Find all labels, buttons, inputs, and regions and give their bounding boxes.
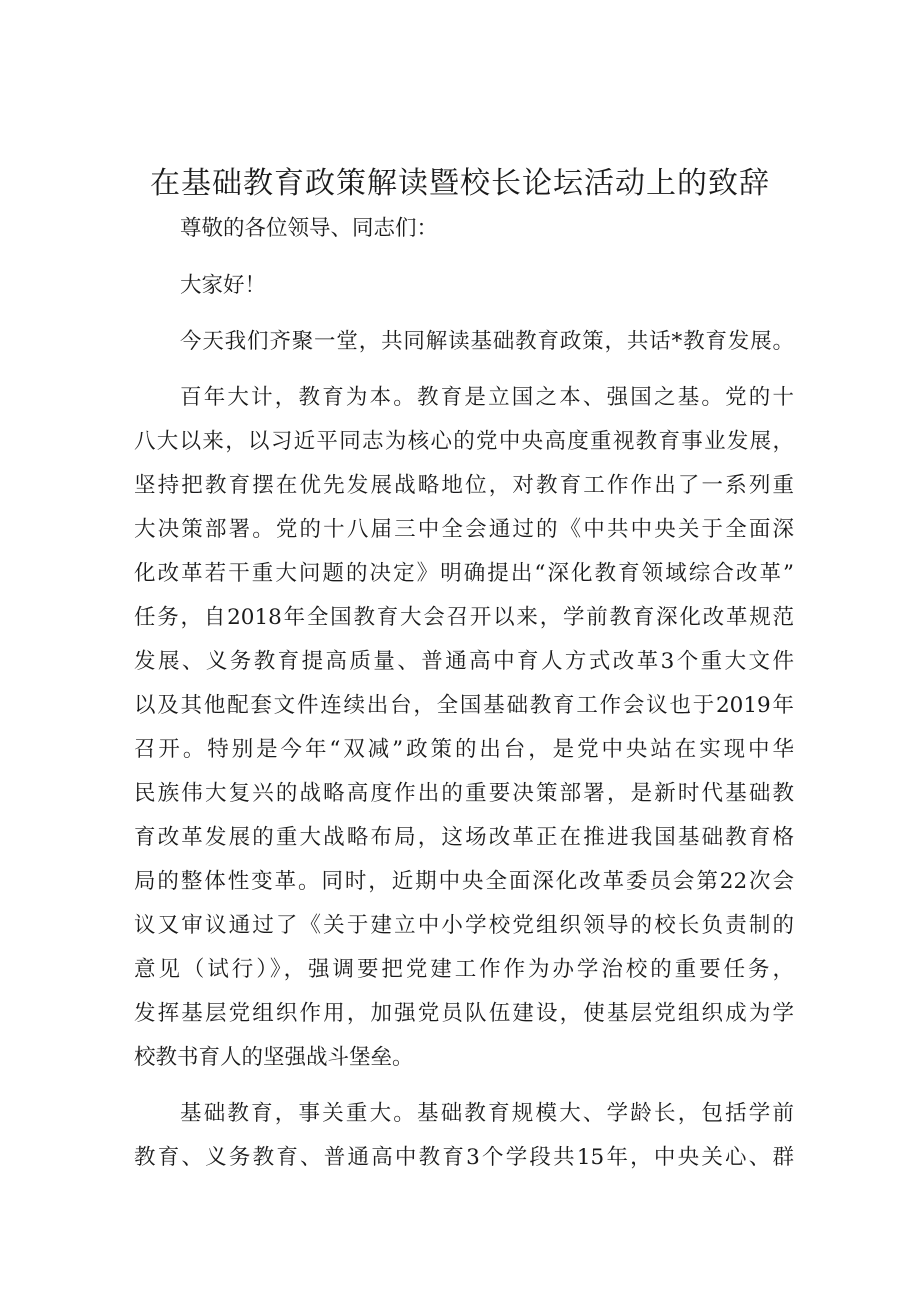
paragraph-line: 校教书育人的坚强战斗堡垒。	[134, 1045, 414, 1070]
paragraph-line: 八大以来，以习近平同志为核心的党中央高度重视教育事业发展，	[134, 429, 794, 454]
paragraph-line: 大决策部署。党的十八届三中全会通过的《中共中央关于全面深	[134, 517, 794, 542]
intro-paragraph: 今天我们齐聚一堂，共同解读基础教育政策，共话*教育发展。	[180, 329, 794, 354]
paragraph-line: 任务，自2018年全国教育大会召开以来，学前教育深化改革规范	[134, 605, 794, 630]
paragraph-line: 以及其他配套文件连续出台，全国基础教育工作会议也于2019年	[134, 693, 794, 718]
paragraph-line: 坚持把教育摆在优先发展战略地位，对教育工作作出了一系列重	[134, 473, 794, 498]
salutation: 尊敬的各位领导、同志们：	[180, 216, 439, 241]
paragraph-line: 育改革发展的重大战略布局，这场改革正在推进我国基础教育格	[134, 825, 794, 850]
paragraph-line: 议又审议通过了《关于建立中小学校党组织领导的校长负责制的	[134, 913, 794, 938]
paragraph-line: 百年大计，教育为本。教育是立国之本、强国之基。党的十	[180, 385, 794, 410]
paragraph-line: 意见（试行）》，强调要把党建工作作为办学治校的重要任务，	[134, 957, 794, 982]
paragraph-line: 化改革若干重大问题的决定》明确提出“深化教育领域综合改革”	[134, 561, 794, 586]
greeting: 大家好！	[180, 273, 267, 298]
document-title: 在基础教育政策解读暨校长论坛活动上的致辞	[150, 166, 770, 201]
paragraph-line: 民族伟大复兴的战略高度作出的重要决策部署，是新时代基础教	[134, 781, 794, 806]
paragraph-line: 教育、义务教育、普通高中教育3个学段共15年，中央关心、群	[134, 1145, 794, 1170]
paragraph-line: 基础教育，事关重大。基础教育规模大、学龄长，包括学前	[180, 1101, 794, 1126]
paragraph-line: 发挥基层党组织作用，加强党员队伍建设，使基层党组织成为学	[134, 1001, 794, 1026]
paragraph-line: 发展、义务教育提高质量、普通高中育人方式改革3个重大文件	[134, 649, 794, 674]
paragraph-line: 局的整体性变革。同时，近期中央全面深化改革委员会第22次会	[134, 869, 794, 894]
paragraph-line: 召开。特别是今年“双减”政策的出台，是党中央站在实现中华	[134, 737, 794, 762]
